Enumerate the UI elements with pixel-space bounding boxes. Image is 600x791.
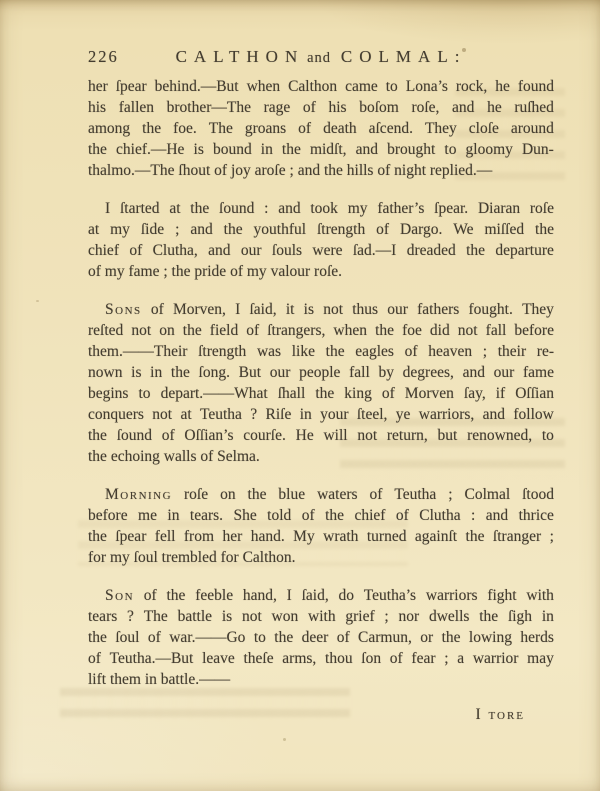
- text-line: the ſound of Oſſian’s courſe. He will not return, but renowned, to: [88, 427, 554, 444]
- ink-speck: [283, 738, 286, 741]
- page-header: [88, 46, 554, 67]
- text-line: at my ſide ; and the youthful ſtrength of Dargo. We miſſed the: [88, 221, 554, 238]
- small-caps-lead: Sons: [105, 301, 142, 318]
- text-line: begins to depart.——What ſhall the king of Morven ſay, if Oſſian: [88, 385, 554, 402]
- page-content: [88, 46, 554, 725]
- text-line: the echoing walls of Selma.: [88, 448, 260, 465]
- text-line: tears ? The battle is not won with grief ; nor dwells the ſigh in: [88, 608, 554, 625]
- text-line: Son of the feeble hand, I ſaid, do Teutha’s warriors fight with: [105, 587, 554, 604]
- paragraph: [88, 585, 554, 690]
- text-line: conquers not at Teutha ? Riſe in your ſteel, ye warriors, and follow: [88, 406, 554, 423]
- text-line: reſted not on the field of ſtrangers, when the foe did not fall before: [88, 322, 554, 339]
- page-number: 226: [88, 47, 119, 66]
- catchword: I tore: [475, 706, 525, 723]
- text-line: thalmo.—The ſhout of joy aroſe ; and the hills of night replied.—: [88, 162, 493, 179]
- text-line: his fallen brother—The rage of his boſom roſe, and he ruſhed: [88, 99, 554, 116]
- text-line: before me in tears. She told of the chief of Clutha : and thrice: [88, 507, 554, 524]
- text-line: among the foe. The groans of death aſcend. They cloſe around: [88, 120, 554, 137]
- paragraph: [88, 299, 554, 467]
- running-title-part1: CALTHON: [175, 47, 305, 66]
- running-title-connector: and: [307, 50, 332, 66]
- small-caps-lead: Son: [105, 587, 135, 604]
- text-line: the ſoul of war.——Go to the deer of Carmun, or the lowing herds: [88, 629, 554, 646]
- text-line: lift them in battle.——: [88, 671, 231, 688]
- text-line: of my fame ; the pride of my valour roſe.: [88, 263, 343, 280]
- paragraph: [88, 484, 554, 568]
- text-line: her ſpear behind.—But when Calthon came to Lona’s rock, he found: [88, 78, 554, 95]
- paragraphs: [88, 76, 554, 690]
- paragraph: [88, 198, 554, 282]
- text-line: for my ſoul trembled for Calthon.: [88, 549, 296, 566]
- text-line: Morning roſe on the blue waters of Teutha ; Colmal ſtood: [105, 486, 554, 503]
- running-title: [88, 46, 554, 69]
- text-line: the ſpear fell from her hand. My wrath turned againſt the ſtranger ;: [88, 528, 554, 545]
- text-line: the chief.—He is bound in the midſt, and brought to gloomy Dun-: [88, 141, 554, 158]
- running-title-part2: COLMAL:: [340, 47, 467, 66]
- small-caps-lead: Morning: [105, 486, 173, 503]
- ink-speck: [36, 300, 39, 302]
- text-line: nown is in the ſong. But our people fall by degrees, and our fame: [88, 364, 554, 381]
- text-line: I ſtarted at the ſound : and took my father’s ſpear. Diaran roſe: [105, 200, 554, 217]
- text-line: them.——Their ſtrength was like the eagles of heaven ; their re-: [88, 343, 554, 360]
- text-line: Sons of Morven, I ſaid, it is not thus our fathers fought. They: [105, 301, 554, 318]
- text-line: of Teutha.—But leave theſe arms, thou ſon of fear ; a warrior may: [88, 650, 554, 667]
- text-line: chief of Clutha, and our ſouls were ſad.—I dreaded the departure: [88, 242, 554, 259]
- paragraph: [88, 76, 554, 181]
